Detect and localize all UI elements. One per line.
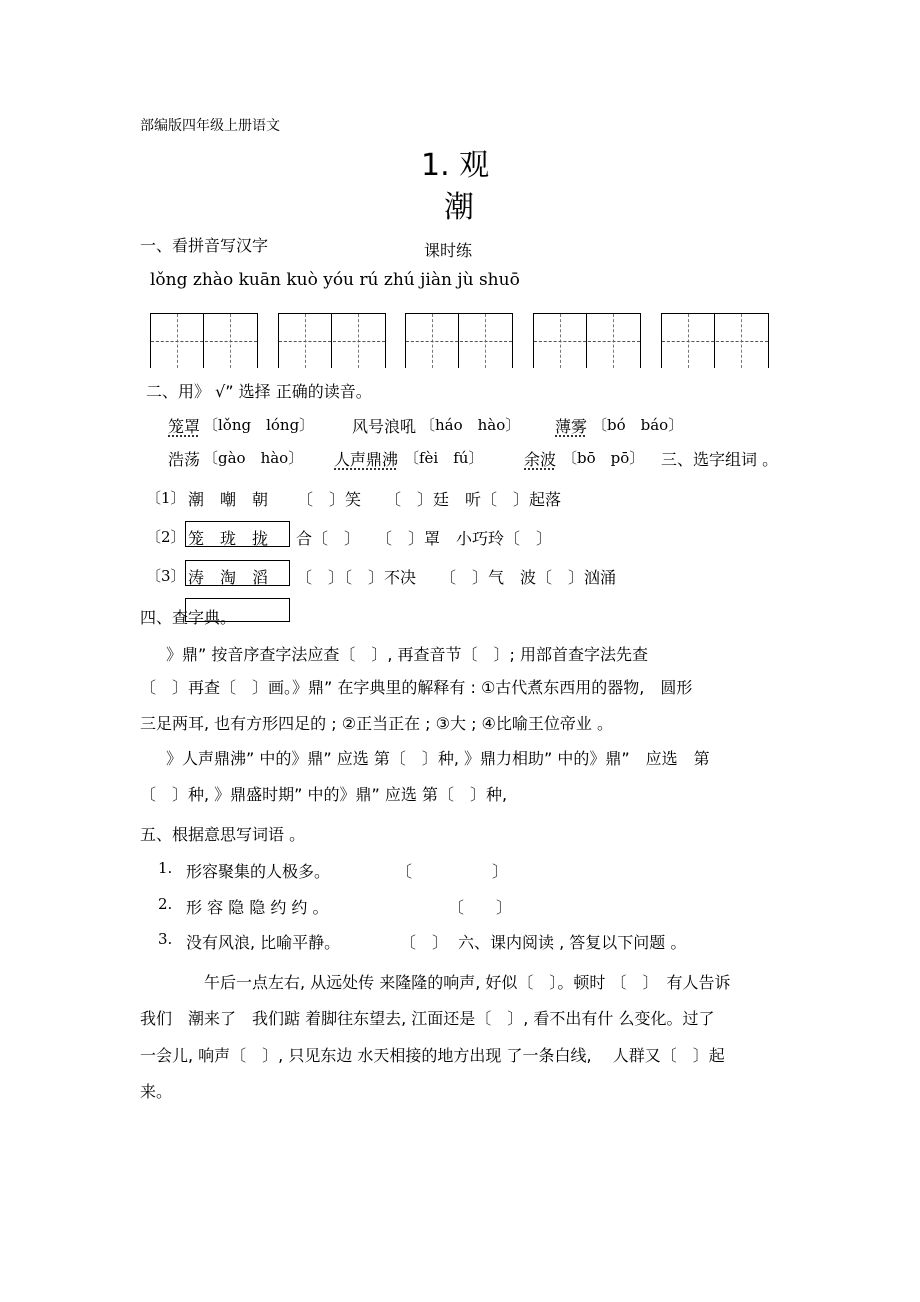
answer-blank-1[interactable]: 〔 〕 [396,862,509,881]
passage-line-2[interactable]: 我们 潮来了 我们踮 着脚往东望去, 江面还是〔 〕, 看不出有什 么变化。过了 [140,1009,715,1028]
dictionary-line-2[interactable]: 〔 〕再查〔 〕画。》鼎” 在字典里的解释有 : ①古代煮东西用的器物, 圆形 [140,678,693,697]
options-haodang[interactable]: 〔gào hào〕 [203,449,304,467]
definition-text-1: 形容聚集的人极多。 [186,862,331,881]
options-bowu[interactable]: 〔bó báo〕 [592,416,684,434]
options-fenghao[interactable]: 〔háo hào〕 [420,416,521,434]
answer-blank-2[interactable]: 〔 〕 [448,898,513,917]
definition-text-3: 没有风浪, 比喻平静。 [186,933,341,952]
word-haodang: 浩荡 [168,450,201,469]
lesson-title: 1. 观 [421,148,490,183]
passage-line-1[interactable]: 午后一点左右, 从远处传 来隆隆的响声, 好似〔 〕。顿时 〔 〕 有人告诉 [204,973,731,992]
section3-heading: 三、选字组词 。 [661,450,779,469]
section5-heading: 五、根据意思写词语 。 [140,825,306,844]
word-longzhao: 笼罩 [168,417,201,436]
definition-number-1: 1. [158,859,173,877]
fill-blanks-3[interactable]: 〔 〕〔 〕不决 〔 〕气 波〔 〕汹涌 [296,568,617,587]
definition-number-2: 2. [158,895,173,913]
writing-grid-5[interactable] [661,313,769,368]
section4-heading: 四、查字典。 [140,608,237,627]
item-number-2: 〔2〕 [146,528,186,546]
fill-blanks-1[interactable]: 〔 〕笑 〔 〕廷 听〔 〕起落 [297,490,562,509]
subject-header: 部编版四年级上册语文 [140,118,280,134]
item-number-1: 〔1〕 [146,489,186,507]
lesson-title-char: 潮 [444,190,474,225]
word-bowu: 薄雾 [555,417,588,436]
dictionary-line-3: 三足两耳, 也有方形四足的 ; ②正当正在 ; ③大 ; ④比喻王位帝业 。 [140,714,613,733]
writing-grid-3[interactable] [405,313,513,368]
options-dingfei[interactable]: 〔fèi fú〕 [404,449,484,467]
definition-number-3: 3. [158,930,173,948]
word-fenghaolanghou: 风号浪吼 [352,417,417,436]
subtitle: 课时练 [424,241,473,260]
options-yubo[interactable]: 〔bō pō〕 [562,449,645,467]
char-options-3: 涛 淘 滔 [188,568,269,587]
char-options-2: 笼 珑 拢 [188,529,269,548]
writing-grid-2[interactable] [278,313,386,368]
passage-line-4: 来。 [140,1082,173,1101]
dictionary-line-4[interactable]: 》人声鼎沸” 中的》鼎” 应选 第〔 〕种, 》鼎力相助” 中的》鼎” 应选 第 [166,749,710,768]
fill-blanks-2[interactable]: 合〔 〕 〔 〕罩 小巧玲〔 〕 [296,529,553,548]
section1-heading: 一、看拼音写汉字 [140,236,269,255]
word-yubo: 余波 [524,450,557,469]
options-longzhao[interactable]: 〔lǒng lóng〕 [203,416,315,434]
dictionary-line-5[interactable]: 〔 〕种, 》鼎盛时期” 中的》鼎” 应选 第〔 〕种, [140,785,508,804]
definition-text-2: 形 容 隐 隐 约 约 。 [186,898,329,917]
word-renshengdingfei: 人声鼎沸 [334,450,399,469]
section2-heading: 二、用》 √” 选择 正确的读音。 [146,382,372,401]
writing-grid-1[interactable] [150,313,258,368]
pinyin-line: lǒng zhào kuān kuò yóu rú zhú jiàn jù shuō [150,270,520,290]
char-options-1: 潮 嘲 朝 [188,490,269,509]
passage-line-3[interactable]: 一会儿, 响声〔 〕, 只见东边 水天相接的地方出现 了一条白线, 人群又〔 〕起 [140,1046,725,1065]
dictionary-line-1[interactable]: 》鼎” 按音序查字法应查〔 〕, 再查音节〔 〕; 用部首查字法先查 [166,645,649,664]
item-number-3: 〔3〕 [146,567,186,585]
section6-heading: 六、课内阅读 , 答复以下问题 。 [458,933,687,952]
writing-grid-4[interactable] [533,313,641,368]
answer-blank-3[interactable]: 〔 〕 [400,933,449,952]
